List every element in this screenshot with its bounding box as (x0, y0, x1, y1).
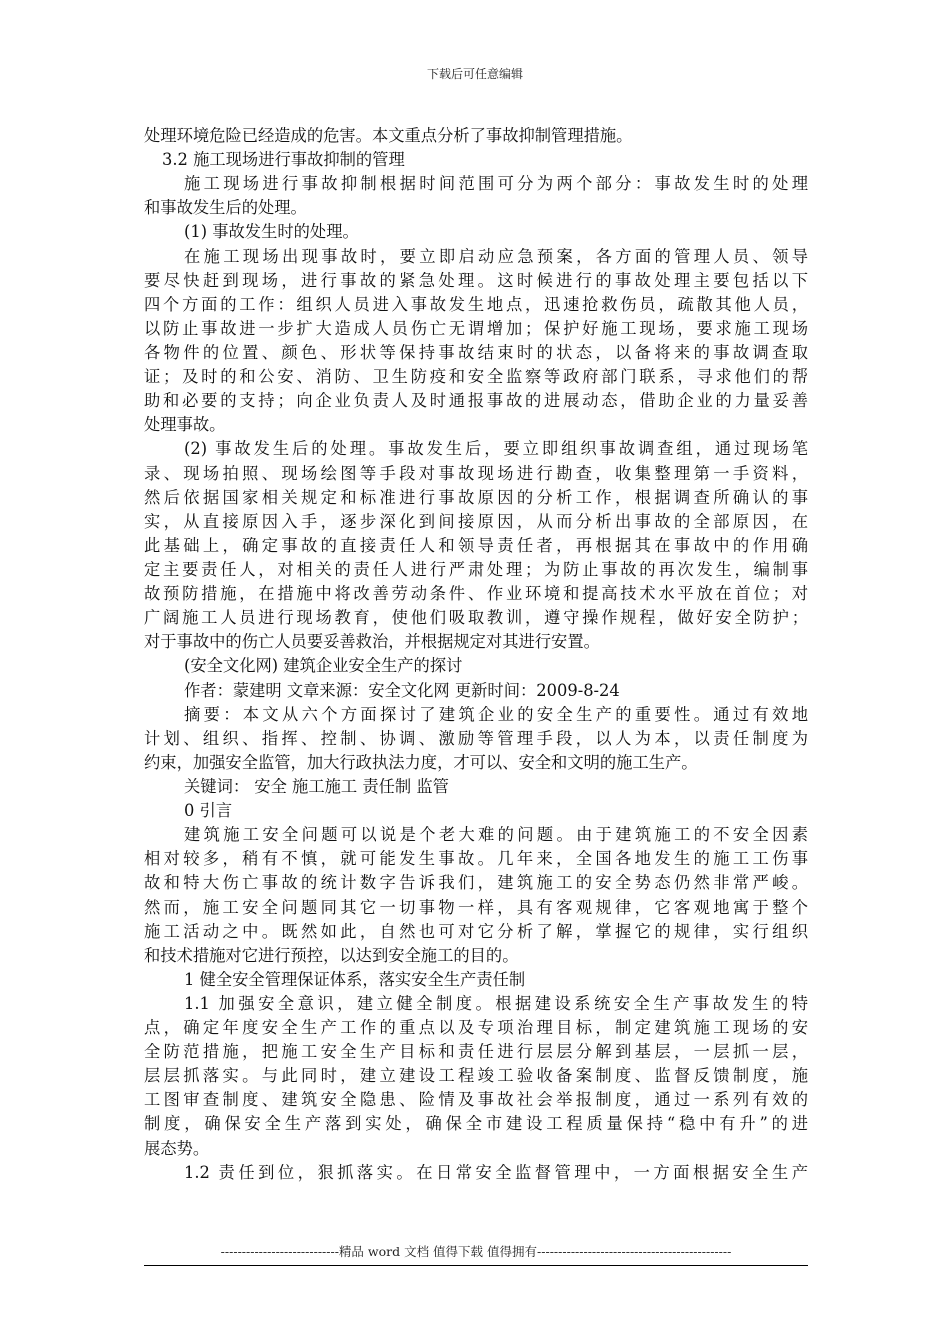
text-line: 相对较多，稍有不慎，就可能发生事故。几年来，全国各地发生的施工工伤事 (144, 849, 808, 869)
text-line: 定主要责任人，对相关的责任人进行严肃处理；为防止事故的再次发生，编制事 (144, 559, 808, 579)
text-line: 1.1 加强安全意识，建立健全制度。根据建设系统安全生产事故发生的特 (184, 993, 808, 1013)
text-line: 实，从直接原因入手，逐步深化到间接原因，从而分析出事故的全部原因，在 (144, 511, 808, 531)
text-line: 摘要：本文从六个方面探讨了建筑企业的安全生产的重要性。通过有效地 (184, 704, 808, 724)
text-line: 建筑施工安全问题可以说是个老大难的问题。由于建筑施工的不安全因素 (184, 825, 808, 845)
text-line: 然后依据国家相关规定和标准进行事故原因的分析工作，根据调查所确认的事 (144, 487, 808, 507)
text-line: 以防止事故进一步扩大造成人员伤亡无谓增加；保护好施工现场，要求施工现场 (144, 318, 808, 338)
text-line: (1) 事故发生时的处理。 (184, 222, 359, 242)
text-line: 关键词： 安全 施工施工 责任制 监管 (184, 776, 449, 796)
text-line: 和技术措施对它进行预控，以达到安全施工的目的。 (144, 945, 519, 965)
text-line: 3.2 施工现场进行事故抑制的管理 (162, 150, 405, 170)
text-line: 要尽快赶到现场，进行事故的紧急处理。这时候进行的事故处理主要包括以下 (144, 270, 808, 290)
text-line: 点，确定年度安全生产工作的重点以及专项治理目标，制定建筑施工现场的安 (144, 1018, 808, 1038)
footer-rule (144, 1265, 808, 1266)
text-line: 作者：蒙建明 文章来源：安全文化网 更新时间：2009-8-24 (184, 680, 620, 700)
text-line: 故预防措施，在措施中将改善劳动条件、作业环境和提高技术水平放在首位；对 (144, 584, 808, 604)
text-line: 0 引言 (184, 801, 233, 821)
text-line: 和事故发生后的处理。 (144, 198, 307, 218)
text-line: 录、现场拍照、现场绘图等手段对事故现场进行勘查，收集整理第一手资料， (144, 463, 808, 483)
text-line: 然而，施工安全问题同其它一切事物一样，具有客观规律，它客观地寓于整个 (144, 897, 808, 917)
text-line: 对于事故中的伤亡人员要妥善救治，并根据规定对其进行安置。 (144, 632, 600, 652)
text-line: 全防范措施，把施工安全生产目标和责任进行层层分解到基层，一层抓一层， (144, 1042, 808, 1062)
text-line: 1 健全安全管理保证体系，落实安全生产责任制 (184, 969, 526, 989)
text-line: 各物件的位置、颜色、形状等保持事故结束时的状态，以备将来的事故调查取 (144, 342, 808, 362)
text-line: 1.2 责任到位，狠抓落实。在日常安全监督管理中，一方面根据安全生产 (184, 1162, 808, 1182)
text-line: 展态势。 (144, 1138, 210, 1158)
text-line: (安全文化网) 建筑企业安全生产的探讨 (184, 656, 463, 676)
text-line: 层层抓落实。与此同时，建立建设工程竣工验收备案制度、监督反馈制度，施 (144, 1066, 808, 1086)
text-line: 四个方面的工作：组织人员进入事故发生地点，迅速抢救伤员，疏散其他人员， (144, 294, 808, 314)
text-line: 工图审查制度、建筑安全隐患、险情及事故社会举报制度，通过一系列有效的 (144, 1090, 808, 1110)
text-line: 助和必要的支持；向企业负责人及时通报事故的进展动态，借助企业的力量妥善 (144, 391, 808, 411)
text-line: 制度，确保安全生产落到实处，确保全市建设工程质量保持“稳中有升”的进 (144, 1114, 808, 1134)
page-footer: ----------------------------精品 word 文档 值得下载 值得拥有---------------------------------------------- (220, 1244, 732, 1259)
text-line: 施工活动之中。既然如此，自然也可对它分析了解，掌握它的规律，实行组织 (144, 921, 808, 941)
text-line: 施工现场进行事故抑制根据时间范围可分为两个部分：事故发生时的处理 (184, 174, 808, 194)
text-line: 故和特大伤亡事故的统计数字告诉我们，建筑施工的安全势态仍然非常严峻。 (144, 873, 808, 893)
text-line: 处理事故。 (144, 415, 226, 435)
document-body (144, 124, 808, 1185)
text-line: 广阔施工人员进行现场教育，使他们吸取教训，遵守操作规程，做好安全防护； (144, 608, 808, 628)
text-line: 约束，加强安全监管，加大行政执法力度，才可以、安全和文明的施工生产。 (144, 752, 698, 772)
text-line: 在施工现场出现事故时，要立即启动应急预案，各方面的管理人员、领导 (184, 246, 808, 266)
page-header: 下载后可任意编辑 (426, 67, 523, 81)
text-line: 此基础上，确定事故的直接责任人和领导责任者，再根据其在事故中的作用确 (144, 535, 808, 555)
text-line: 证；及时的和公安、消防、卫生防疫和安全监察等政府部门联系，寻求他们的帮 (144, 367, 808, 387)
text-line: (2) 事故发生后的处理。事故发生后，要立即组织事故调查组，通过现场笔 (184, 439, 808, 459)
text-line: 计划、组织、指挥、控制、协调、激励等管理手段，以人为本，以责任制度为 (144, 728, 808, 748)
text-line: 处理环境危险已经造成的危害。本文重点分析了事故抑制管理措施。 (144, 126, 633, 145)
